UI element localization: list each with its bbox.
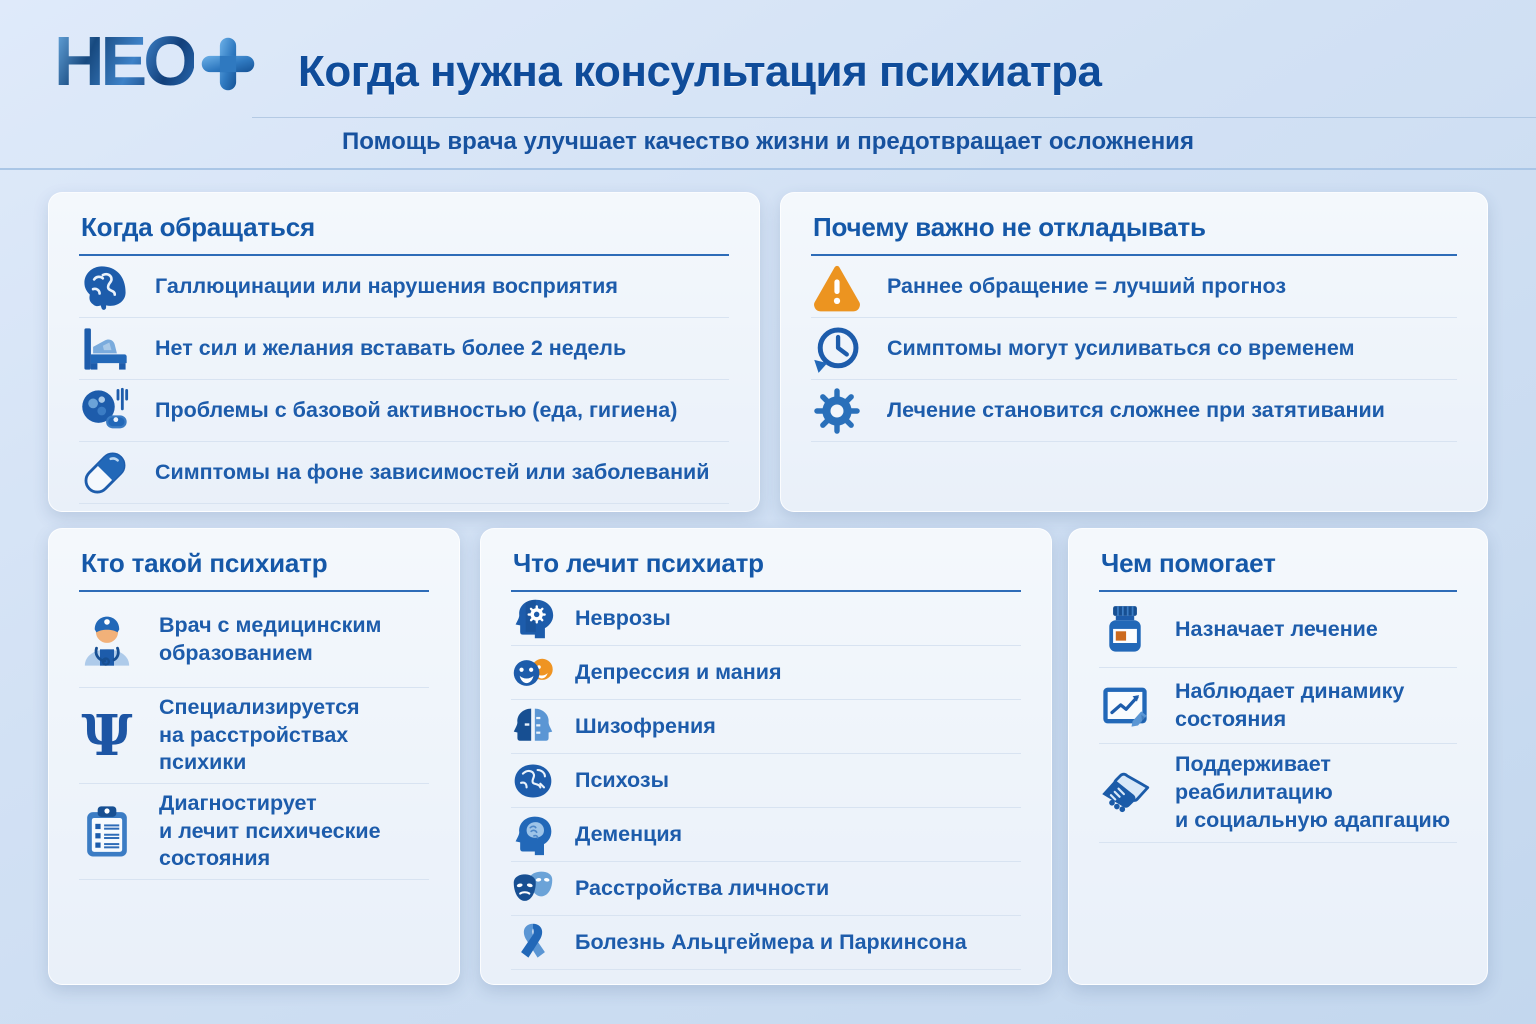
split-head-icon — [511, 705, 555, 749]
item-text: Галлюцинации или нарушения восприятия — [155, 273, 618, 298]
item-text: Специализируется на расстройствах психики — [159, 694, 360, 775]
list-item — [79, 592, 429, 688]
head-gear-icon — [511, 597, 555, 641]
logo — [54, 22, 258, 100]
list-item — [511, 700, 1021, 754]
page-title: Когда нужна консультация психиатра — [298, 47, 1102, 96]
list-item — [79, 784, 429, 880]
handshake-icon — [1099, 767, 1151, 819]
card-title: Когда обращаться — [79, 193, 729, 256]
item-text: Неврозы — [575, 605, 671, 630]
list-item — [1099, 668, 1457, 744]
awareness-ribbon-icon — [511, 921, 555, 965]
list-item — [79, 318, 729, 380]
item-text: Депрессия и мания — [575, 659, 782, 684]
logo-text: НЕО — [54, 22, 194, 100]
list-item — [511, 916, 1021, 970]
item-text: Назначает лечение — [1175, 616, 1378, 641]
item-text: Симптомы могут усиливаться со временем — [887, 335, 1355, 360]
item-text: Врач с медицинским образованием — [159, 612, 382, 665]
item-text: Проблемы с базовой активностью (еда, гигиена) — [155, 397, 678, 422]
item-text: Поддерживает реабилитацию и социальную адапгацию — [1175, 752, 1451, 832]
item-text: Шизофрения — [575, 713, 716, 738]
card-what-treats — [480, 528, 1052, 985]
item-text: Наблюдает динамику состояния — [1175, 678, 1405, 731]
item-text: Симптомы на фоне зависимостей или заболеваний — [155, 459, 710, 484]
list-item — [511, 754, 1021, 808]
meal-hygiene-icon — [79, 385, 131, 437]
card-title: Чем помогает — [1099, 529, 1457, 592]
doctor-icon — [79, 612, 135, 668]
logo-plus-icon — [198, 34, 258, 94]
psi-symbol-icon: Ψ — [81, 702, 133, 769]
list-item — [79, 380, 729, 442]
list-item — [811, 318, 1457, 380]
card-who-is — [48, 528, 460, 985]
pill-icon — [79, 447, 131, 499]
item-text: Раннее обращение = лучший прогноз — [887, 273, 1287, 298]
list-item — [511, 646, 1021, 700]
list-item — [1099, 592, 1457, 668]
item-text: Психозы — [575, 767, 669, 792]
item-text: Расстройства личности — [575, 875, 830, 900]
clock-icon — [811, 323, 863, 375]
page-subtitle: Помощь врача улучшает качество жизни и предотвращает осложнения — [342, 128, 1194, 155]
subtitle-divider — [0, 168, 1536, 170]
item-text: Диагностирует и лечит психические состояния — [159, 790, 381, 871]
list-item — [511, 592, 1021, 646]
gear-icon — [811, 385, 863, 437]
clipboard-icon — [79, 804, 135, 860]
theater-masks-icon — [511, 867, 555, 911]
warning-icon — [811, 261, 863, 313]
item-text: Лечение становится сложнее при затятивании — [887, 397, 1385, 422]
item-text: Нет сил и желания вставать более 2 недель — [155, 335, 627, 360]
list-item — [511, 862, 1021, 916]
list-item — [79, 688, 429, 784]
card-title: Почему важно не откладывать — [811, 193, 1457, 256]
psychosis-brain-icon — [511, 759, 555, 803]
list-item — [79, 256, 729, 318]
brain-icon — [79, 261, 131, 313]
card-title: Что лечит психиатр — [511, 529, 1021, 592]
header-divider — [252, 117, 1536, 118]
card-title: Кто такой психиатр — [79, 529, 429, 592]
chart-icon — [1099, 680, 1151, 732]
medicine-bottle-icon — [1099, 604, 1151, 656]
list-item — [1099, 744, 1457, 843]
bed-icon — [79, 323, 131, 375]
item-text: Болезнь Альцгеймера и Паркинсона — [575, 929, 967, 954]
card-why-not-delay — [780, 192, 1488, 512]
item-text: Деменция — [575, 821, 683, 846]
list-item — [811, 256, 1457, 318]
list-item — [511, 808, 1021, 862]
card-how-helps — [1068, 528, 1488, 985]
mood-faces-icon — [511, 651, 555, 695]
list-item — [811, 380, 1457, 442]
dementia-head-icon — [511, 813, 555, 857]
card-when-to-seek — [48, 192, 760, 512]
list-item — [79, 442, 729, 504]
